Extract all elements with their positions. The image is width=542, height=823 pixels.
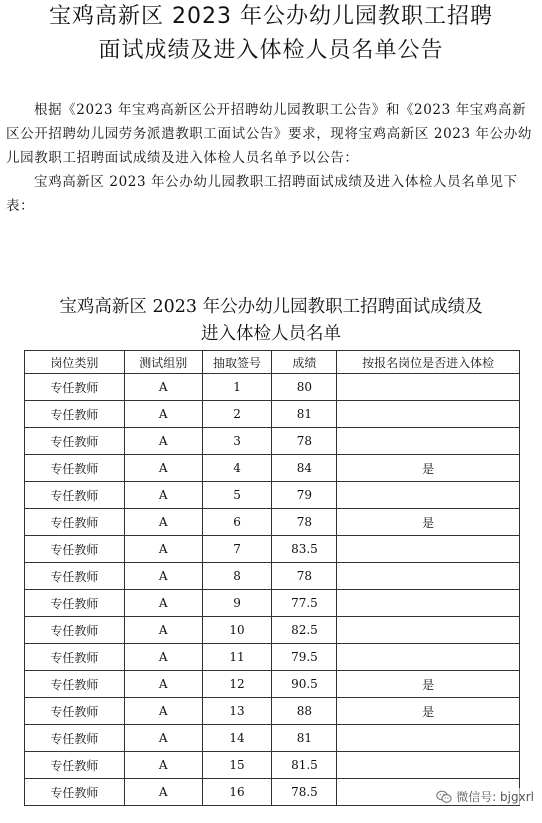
- cell-score: 79: [272, 482, 337, 509]
- cell-physical-exam: [337, 428, 520, 455]
- cell-draw-number: 12: [202, 671, 272, 698]
- table-row: [25, 374, 520, 401]
- cell-test-group: A: [124, 617, 202, 644]
- paragraph-intro: 根据《2023 年宝鸡高新区公开招聘幼儿园教职工公告》和《2023 年宝鸡高新区公开招聘幼儿园劳务派遣教职工面试公告》要求，现将宝鸡高新区 2023 年公办幼儿园教职工招聘面试成绩及进入体检人员名单予以公告：: [6, 102, 532, 166]
- table-row: [25, 455, 520, 482]
- paragraph-table-intro: 宝鸡高新区 2023 年公办幼儿园教职工招聘面试成绩及进入体检人员名单见下表：: [6, 174, 518, 214]
- header-position-type: 岗位类别: [25, 351, 125, 374]
- cell-score: 88: [272, 698, 337, 725]
- cell-position-type: 专任教师: [25, 536, 125, 563]
- cell-test-group: A: [124, 401, 202, 428]
- watermark-text: 微信号: bjgxrl: [456, 790, 534, 804]
- table-row: [25, 509, 520, 536]
- cell-position-type: 专任教师: [25, 428, 125, 455]
- table-row: [25, 536, 520, 563]
- table-row: [25, 482, 520, 509]
- cell-position-type: 专任教师: [25, 563, 125, 590]
- cell-position-type: 专任教师: [25, 455, 125, 482]
- cell-test-group: A: [124, 590, 202, 617]
- cell-physical-exam: 是: [337, 698, 520, 725]
- cell-draw-number: 16: [202, 779, 272, 806]
- cell-score: 78: [272, 563, 337, 590]
- table-row: [25, 563, 520, 590]
- cell-test-group: A: [124, 509, 202, 536]
- cell-position-type: 专任教师: [25, 374, 125, 401]
- cell-physical-exam: [337, 563, 520, 590]
- cell-position-type: 专任教师: [25, 617, 125, 644]
- cell-test-group: A: [124, 536, 202, 563]
- cell-physical-exam: [337, 536, 520, 563]
- page-title-line2: 面试成绩及进入体检人员名单公告: [98, 38, 444, 63]
- cell-physical-exam: [337, 644, 520, 671]
- cell-score: 80: [272, 374, 337, 401]
- results-table: [24, 350, 520, 806]
- header-test-group: 测试组别: [124, 351, 202, 374]
- cell-score: 84: [272, 455, 337, 482]
- cell-position-type: 专任教师: [25, 698, 125, 725]
- cell-physical-exam: [337, 725, 520, 752]
- table-row: [25, 698, 520, 725]
- cell-draw-number: 14: [202, 725, 272, 752]
- cell-draw-number: 15: [202, 752, 272, 779]
- header-draw-number: 抽取签号: [202, 351, 272, 374]
- cell-position-type: 专任教师: [25, 482, 125, 509]
- cell-position-type: 专任教师: [25, 779, 125, 806]
- cell-test-group: A: [124, 563, 202, 590]
- cell-physical-exam: 是: [337, 455, 520, 482]
- table-row: [25, 590, 520, 617]
- wechat-icon: [436, 790, 452, 804]
- cell-physical-exam: [337, 590, 520, 617]
- cell-test-group: A: [124, 482, 202, 509]
- cell-draw-number: 1: [202, 374, 272, 401]
- cell-draw-number: 5: [202, 482, 272, 509]
- cell-physical-exam: [337, 752, 520, 779]
- cell-draw-number: 8: [202, 563, 272, 590]
- header-physical-exam: 按报名岗位是否进入体检: [337, 351, 520, 374]
- table-row: [25, 671, 520, 698]
- cell-draw-number: 7: [202, 536, 272, 563]
- page-title-line1: 宝鸡高新区 2023 年公办幼儿园教职工招聘: [49, 4, 493, 29]
- cell-position-type: 专任教师: [25, 725, 125, 752]
- cell-position-type: 专任教师: [25, 644, 125, 671]
- cell-draw-number: 9: [202, 590, 272, 617]
- cell-test-group: A: [124, 779, 202, 806]
- cell-score: 81: [272, 401, 337, 428]
- cell-physical-exam: 是: [337, 509, 520, 536]
- cell-position-type: 专任教师: [25, 590, 125, 617]
- table-title-line1: 宝鸡高新区 2023 年公办幼儿园教职工招聘面试成绩及: [59, 297, 483, 317]
- cell-score: 78.5: [272, 779, 337, 806]
- cell-score: 83.5: [272, 536, 337, 563]
- cell-test-group: A: [124, 455, 202, 482]
- cell-test-group: A: [124, 671, 202, 698]
- cell-draw-number: 11: [202, 644, 272, 671]
- cell-score: 82.5: [272, 617, 337, 644]
- cell-score: 78: [272, 509, 337, 536]
- cell-draw-number: 4: [202, 455, 272, 482]
- cell-score: 79.5: [272, 644, 337, 671]
- cell-draw-number: 6: [202, 509, 272, 536]
- header-score: 成绩: [272, 351, 337, 374]
- table-row: [25, 617, 520, 644]
- cell-draw-number: 2: [202, 401, 272, 428]
- cell-physical-exam: [337, 401, 520, 428]
- cell-physical-exam: [337, 374, 520, 401]
- cell-test-group: A: [124, 752, 202, 779]
- table-header-row: [25, 351, 520, 374]
- cell-test-group: A: [124, 725, 202, 752]
- cell-test-group: A: [124, 644, 202, 671]
- cell-position-type: 专任教师: [25, 509, 125, 536]
- cell-physical-exam: [337, 617, 520, 644]
- cell-draw-number: 3: [202, 428, 272, 455]
- cell-physical-exam: [337, 482, 520, 509]
- cell-physical-exam: 是: [337, 671, 520, 698]
- cell-draw-number: 10: [202, 617, 272, 644]
- cell-score: 81: [272, 725, 337, 752]
- announcement-body: [6, 98, 538, 218]
- table-row: [25, 428, 520, 455]
- table-row: [25, 401, 520, 428]
- cell-score: 77.5: [272, 590, 337, 617]
- cell-score: 78: [272, 428, 337, 455]
- cell-position-type: 专任教师: [25, 671, 125, 698]
- cell-test-group: A: [124, 374, 202, 401]
- cell-score: 90.5: [272, 671, 337, 698]
- wechat-watermark: [436, 788, 534, 805]
- table-title-line2: 进入体检人员名单: [201, 324, 341, 344]
- table-row: [25, 644, 520, 671]
- cell-test-group: A: [124, 698, 202, 725]
- cell-draw-number: 13: [202, 698, 272, 725]
- cell-score: 81.5: [272, 752, 337, 779]
- cell-test-group: A: [124, 428, 202, 455]
- cell-position-type: 专任教师: [25, 401, 125, 428]
- table-row: [25, 752, 520, 779]
- table-body: [25, 374, 520, 806]
- cell-position-type: 专任教师: [25, 752, 125, 779]
- table-row: [25, 725, 520, 752]
